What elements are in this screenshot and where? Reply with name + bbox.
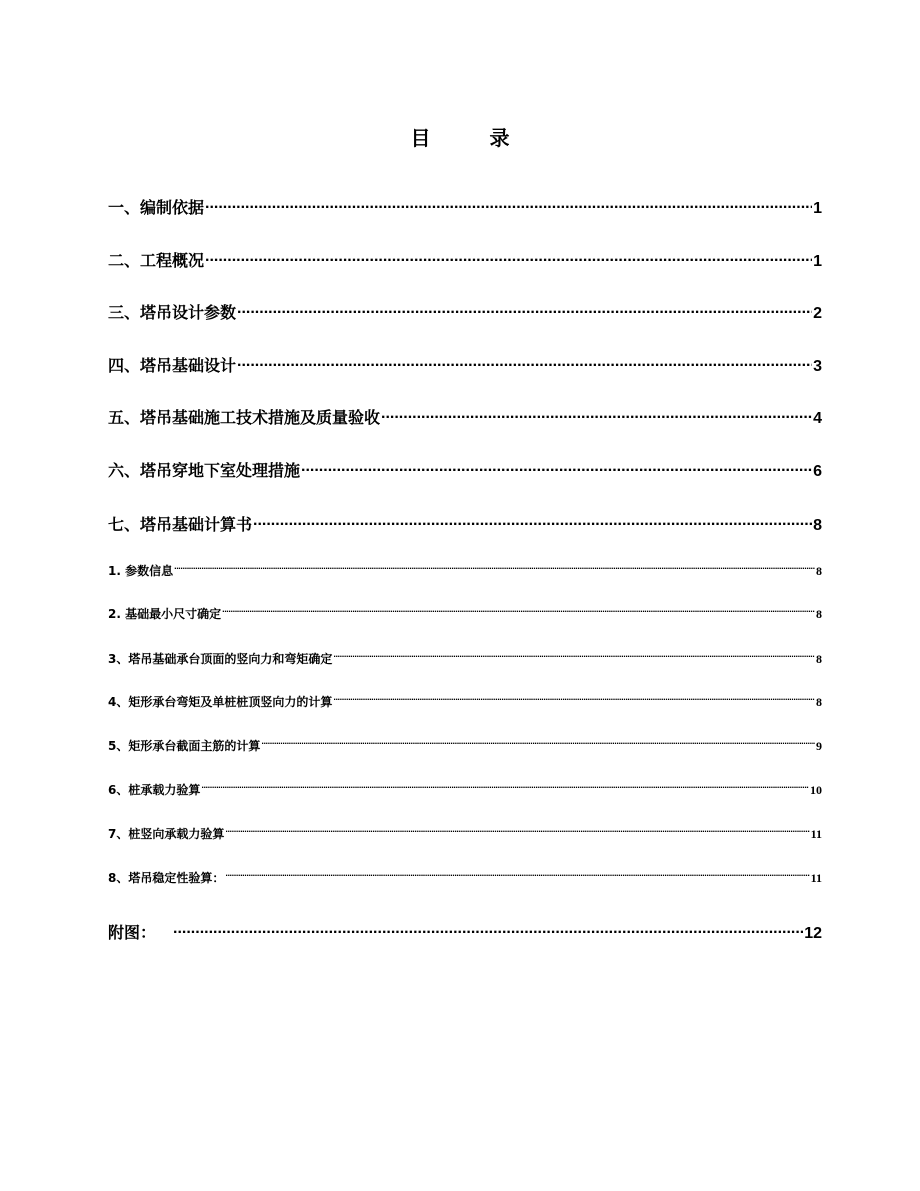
toc-entry-label: 1. 参数信息 <box>108 564 174 578</box>
toc-page-number: 8 <box>816 607 822 621</box>
toc-page-number: 2 <box>813 305 822 322</box>
page-title: 目 录 <box>410 126 536 150</box>
toc-entry-label: 四、塔吊基础设计 <box>108 356 237 375</box>
toc-entry-label: 8、塔吊稳定性验算： <box>108 871 225 885</box>
toc-dot-leader <box>174 563 815 575</box>
toc-entry-label: 二、工程概况 <box>108 251 205 270</box>
toc-entry[interactable] <box>108 407 822 430</box>
toc-entry[interactable] <box>108 693 822 711</box>
toc-page-number: 10 <box>810 783 822 797</box>
toc-entry[interactable] <box>108 737 822 755</box>
toc-dot-leader <box>205 197 812 213</box>
toc-page-number: 8 <box>813 517 822 534</box>
toc-page-number: 6 <box>813 463 822 480</box>
toc-entry[interactable] <box>108 825 822 843</box>
toc-dot-leader <box>205 250 812 266</box>
toc-entry[interactable] <box>108 302 822 325</box>
toc-page-number: 9 <box>816 739 822 753</box>
toc-entry-label: 附图： <box>108 923 157 942</box>
toc-entry-label: 2. 基础最小尺寸确定 <box>108 607 222 621</box>
toc-entry-label: 5、矩形承台截面主筋的计算 <box>108 739 261 753</box>
toc-dot-leader <box>237 302 812 318</box>
toc-entry-label: 七、塔吊基础计算书 <box>108 515 253 534</box>
toc-dot-leader <box>225 826 809 838</box>
toc-entry[interactable] <box>108 781 822 799</box>
toc-entry[interactable] <box>108 514 822 537</box>
toc-dot-leader <box>173 922 803 938</box>
toc-entry-label: 一、编制依据 <box>108 198 205 217</box>
toc-dot-leader <box>333 651 815 663</box>
toc-entry-label: 6、桩承载力验算 <box>108 783 201 797</box>
toc-entry-label: 六、塔吊穿地下室处理措施 <box>108 461 301 480</box>
toc-page-number: 3 <box>813 358 822 375</box>
toc-entry-label: 4、矩形承台弯矩及单桩桩顶竖向力的计算 <box>108 695 333 709</box>
toc-entry[interactable] <box>108 197 822 220</box>
toc-entry-label: 三、塔吊设计参数 <box>108 303 237 322</box>
toc-entry-label: 3、塔吊基础承台顶面的竖向力和弯矩确定 <box>108 652 333 666</box>
toc-dot-leader <box>333 694 815 706</box>
toc-page-number: 8 <box>816 564 822 578</box>
toc-dot-leader <box>225 870 809 882</box>
toc-dot-leader <box>253 514 812 530</box>
toc-entry-label: 五、塔吊基础施工技术措施及质量验收 <box>108 408 381 427</box>
toc-page-number: 1 <box>813 200 822 217</box>
toc-dot-leader <box>261 738 815 750</box>
toc-page-number: 11 <box>810 871 822 885</box>
toc-entry-label: 7、桩竖向承载力验算 <box>108 827 225 841</box>
toc-entry[interactable] <box>108 562 822 580</box>
toc-entry[interactable] <box>108 355 822 378</box>
toc-entry[interactable] <box>108 605 822 623</box>
toc-entry[interactable] <box>108 250 822 273</box>
toc-entry[interactable] <box>108 650 822 668</box>
toc-page-number: 12 <box>804 925 822 942</box>
toc-dot-leader <box>381 407 812 423</box>
toc-page-number: 8 <box>816 695 822 709</box>
toc-dot-leader <box>237 355 812 371</box>
toc-entry[interactable] <box>108 922 822 945</box>
toc-page-number: 1 <box>813 253 822 270</box>
toc-dot-leader <box>201 782 809 794</box>
toc-page-number: 4 <box>813 410 822 427</box>
toc-page-number: 11 <box>810 827 822 841</box>
toc-dot-leader <box>222 606 815 618</box>
toc-entry[interactable] <box>108 460 822 483</box>
toc-dot-leader <box>301 460 812 476</box>
toc-page-number: 8 <box>816 652 822 666</box>
toc-entry[interactable] <box>108 869 822 887</box>
